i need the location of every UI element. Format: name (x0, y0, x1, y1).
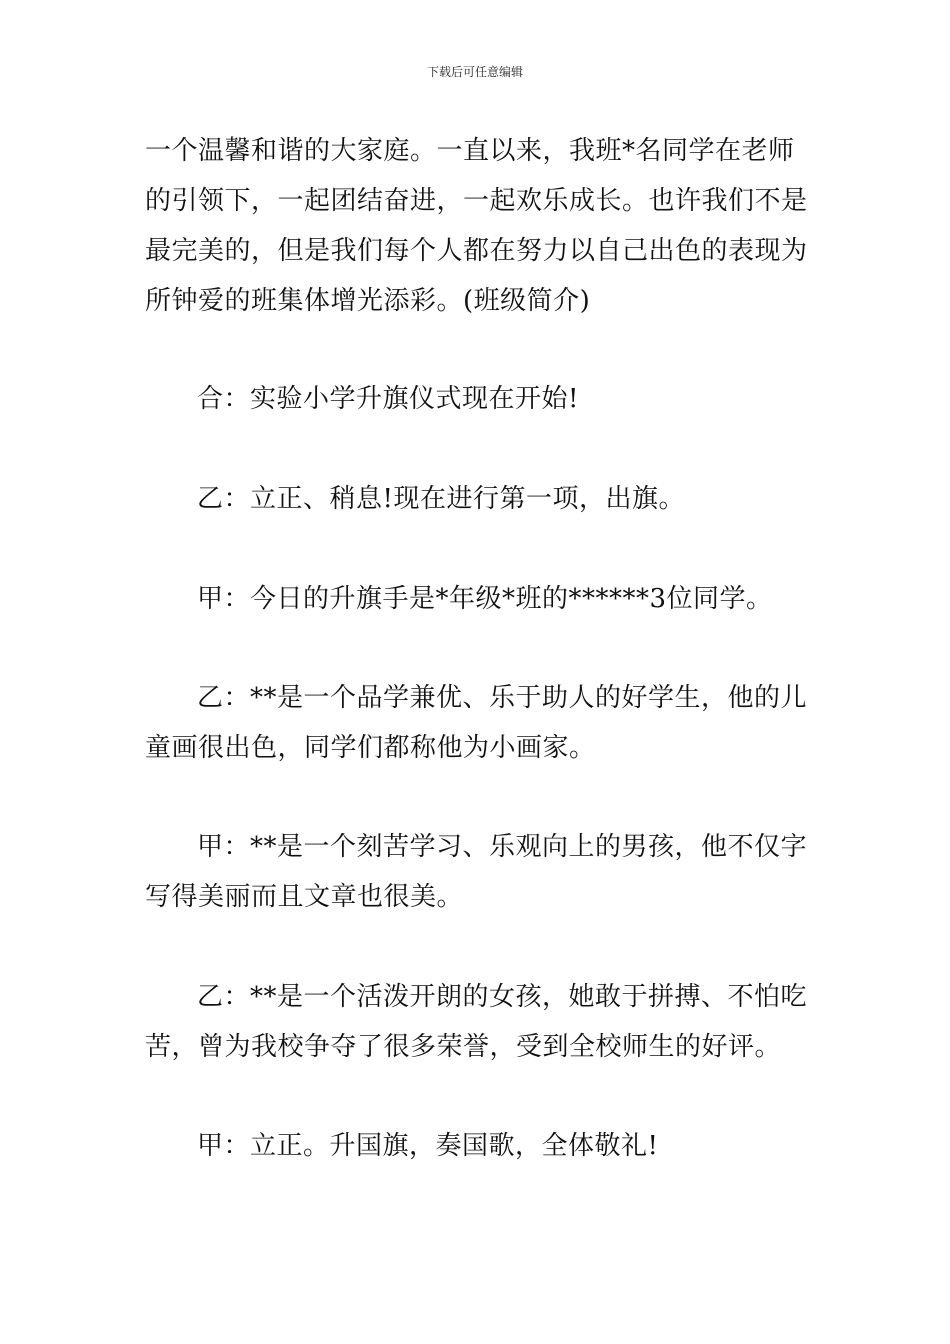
paragraph-class-intro: 一个温馨和谐的大家庭。一直以来，我班*名同学在老师的引领下，一起团结奋进，一起欢乐成长。也许我们不是最完美的，但是我们每个人都在努力以自己出色的表现为所钟爱的班集体增光添彩。(班级简介) (145, 136, 808, 316)
page-header: 下载后可任意编辑 (426, 65, 523, 79)
paragraph-student-one: 乙：**是一个品学兼优、乐于助人的好学生，他的儿童画很出色，同学们都称他为小画家。 (145, 683, 808, 763)
paragraph-flag-raisers: 甲：今日的升旗手是*年级*班的******3位同学。 (197, 584, 773, 614)
paragraph-student-two: 甲：**是一个刻苦学习、乐观向上的男孩，他不仅字写得美丽而且文章也很美。 (145, 832, 808, 912)
paragraph-ceremony-start: 合：实验小学升旗仪式现在开始! (197, 384, 579, 414)
paragraph-flag-out: 乙：立正、稍息!现在进行第一项，出旗。 (197, 484, 685, 514)
paragraph-student-three: 乙：**是一个活泼开朗的女孩，她敢于拼搏、不怕吃苦，曾为我校争夺了很多荣誉，受到全校师生的好评。 (145, 982, 808, 1062)
paragraph-anthem: 甲：立正。升国旗，奏国歌，全体敬礼! (197, 1131, 659, 1161)
